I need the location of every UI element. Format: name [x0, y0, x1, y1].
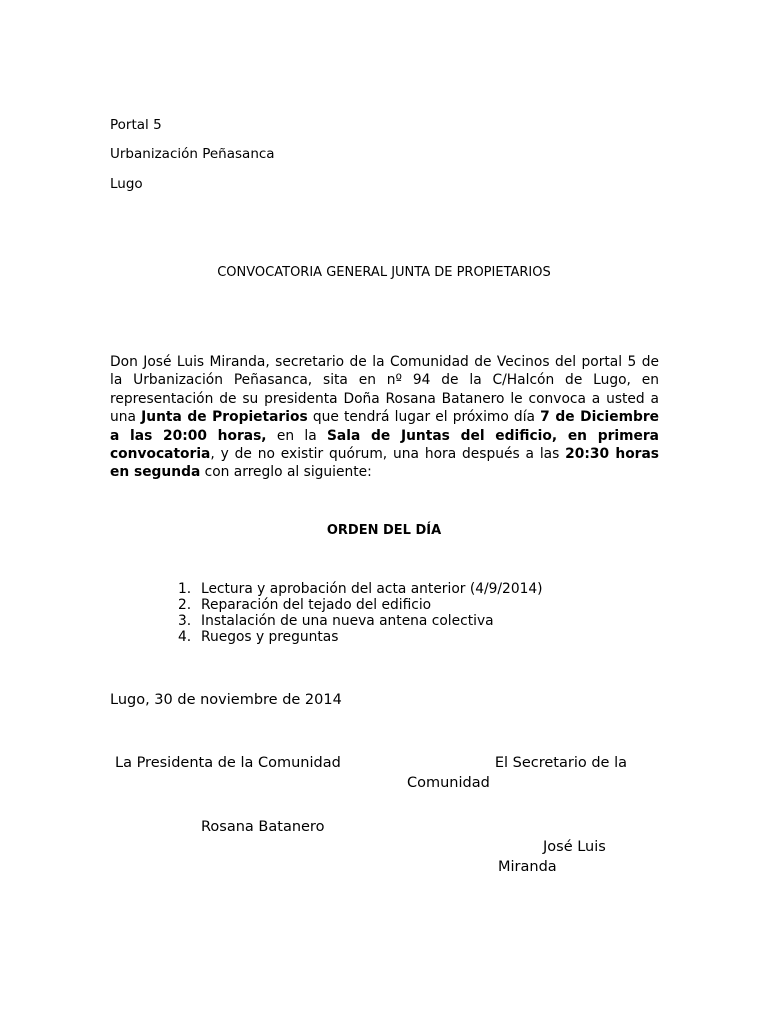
- agenda-item-text: Reparación del tejado del edificio: [201, 597, 432, 613]
- paragraph-text: , y de no existir quórum, una hora después a las: [210, 446, 566, 463]
- paragraph-bold-junta: Junta de Propietarios: [141, 409, 308, 426]
- secretary-role-line1: El Secretario de la: [494, 755, 627, 771]
- agenda-item-text: Ruegos y preguntas: [201, 629, 339, 645]
- address-line-city: Lugo: [110, 176, 143, 192]
- paragraph-text: que tendrá lugar el próximo día: [307, 409, 541, 426]
- document-title: CONVOCATORIA GENERAL JUNTA DE PROPIETARIOS: [217, 265, 551, 280]
- agenda-item-text: Lectura y aprobación del acta anterior (4/9/2014): [201, 581, 543, 597]
- signing-date: Lugo, 30 de noviembre de 2014: [110, 692, 342, 708]
- agenda-item-number: 3.: [178, 613, 192, 629]
- paragraph-text: en la: [266, 427, 327, 444]
- agenda-item-number: 1.: [178, 581, 192, 597]
- agenda-item: [178, 597, 543, 613]
- paragraph-bold-date: 7 de Diciembre a las 20:00 horas,: [110, 409, 659, 444]
- agenda-heading: ORDEN DEL DÍA: [326, 523, 442, 538]
- secretary-name-line2: Miranda: [498, 859, 557, 875]
- address-line-urbanization: Urbanización Peñasanca: [110, 146, 275, 162]
- agenda-list: [178, 581, 543, 645]
- agenda-item-number: 4.: [178, 629, 192, 645]
- paragraph-text: Don José Luis Miranda, secretario de la Comunidad de Vecinos del portal 5 de la Urbanización Peñasanca, sita en nº 94 de la C/Halcón de Lugo, en representación de su presidenta Doña Rosana Batanero le convoca a usted a una: [110, 354, 659, 426]
- secretary-name-line1: José Luis: [543, 839, 606, 855]
- agenda-item: [178, 613, 543, 629]
- agenda-item: [178, 581, 543, 597]
- paragraph-bold-second-call: 20:30 horas en segunda: [110, 446, 659, 481]
- president-role: La Presidenta de la Comunidad: [115, 755, 341, 771]
- agenda-item-number: 2.: [178, 597, 192, 613]
- paragraph-bold-place: Sala de Juntas del edificio, en primera convocatoria: [110, 427, 659, 463]
- agenda-item-text: Instalación de una nueva antena colectiva: [201, 613, 494, 629]
- convocation-paragraph: [110, 353, 659, 482]
- agenda-item: [178, 629, 543, 645]
- address-line-portal: Portal 5: [110, 117, 162, 133]
- president-name: Rosana Batanero: [201, 819, 325, 835]
- secretary-role-line2: Comunidad: [407, 775, 490, 791]
- paragraph-text: con arreglo al siguiente:: [200, 464, 372, 481]
